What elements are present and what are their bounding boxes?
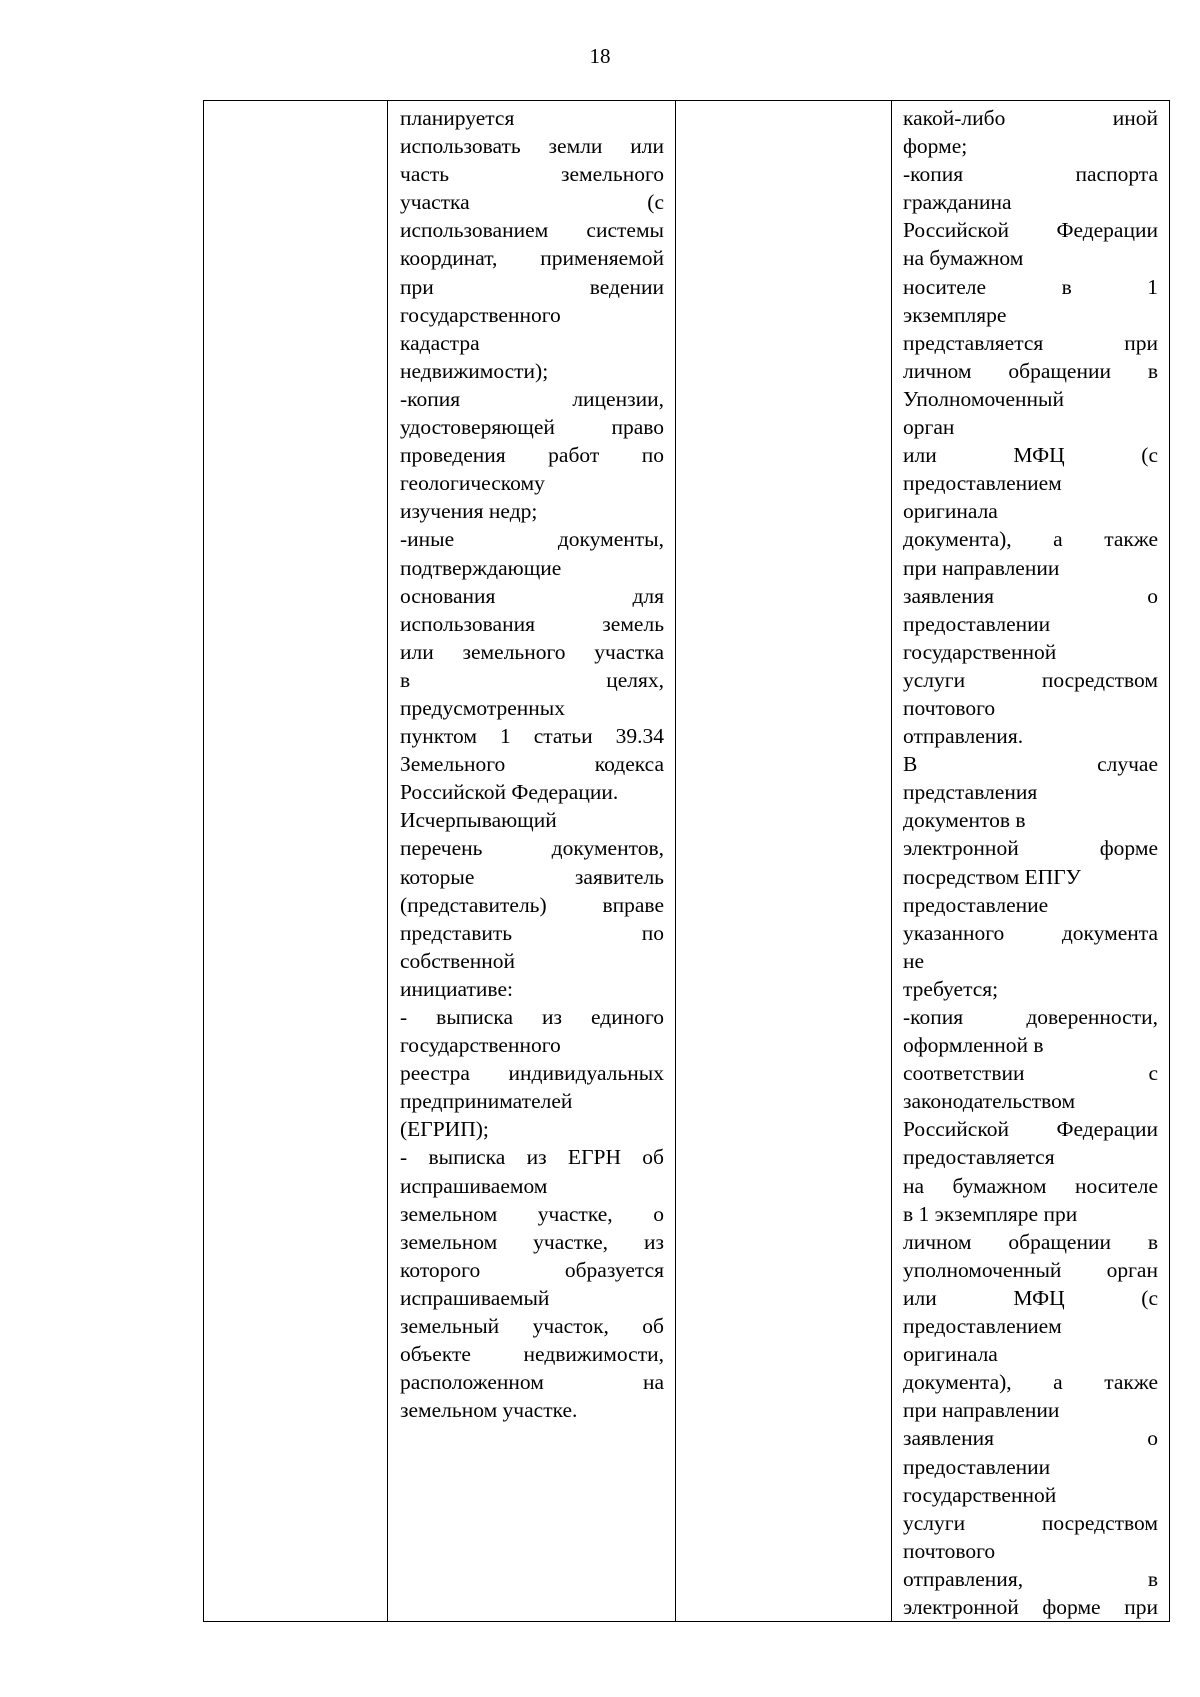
text-line: использования земель (400, 611, 664, 636)
text-line: предоставление (903, 892, 1049, 917)
text-line: земельном участке, о (400, 1201, 664, 1226)
text-line: проведения работ по (400, 443, 664, 468)
text-line: требуется; (903, 976, 999, 1001)
text-line: Уполномоченный (903, 386, 1064, 411)
text-line: предоставлением (903, 1314, 1062, 1339)
page-number: 18 (589, 44, 611, 68)
text-line: документов в (903, 808, 1026, 833)
text-line: государственного (400, 1033, 561, 1058)
text-line: при направлении (903, 1398, 1060, 1423)
text-line: земельном участке. (400, 1398, 578, 1423)
text-line: в целях, (400, 667, 664, 692)
text-line: предусмотренных (400, 695, 565, 720)
text-line: -иные документы, (400, 527, 664, 552)
text-line: государственной (903, 639, 1057, 664)
text-line: -копия лицензии, (400, 386, 664, 411)
text-line: при ведении (400, 274, 664, 299)
text-line: законодательством (903, 1089, 1076, 1114)
text-line: которого образуется (400, 1257, 664, 1282)
text-line: Российской Федерации. (400, 780, 619, 805)
text-line: какой-либо иной (903, 106, 1158, 130)
text-line: представить по (400, 920, 664, 945)
text-line: основания для (400, 583, 664, 608)
text-line: инициативе: (400, 976, 513, 1001)
text-line: экземпляре (903, 302, 1007, 327)
text-line: предоставлении (903, 611, 1051, 636)
table-cell-col-3 (676, 101, 892, 1622)
text-line: участка (с (400, 190, 664, 215)
text-line: электронной форме при (903, 1594, 1158, 1619)
text-line: соответствии с (903, 1061, 1158, 1086)
text-line: на бумажном носителе (903, 1173, 1158, 1198)
table-row (204, 101, 1170, 1622)
text-line: (представитель) вправе (400, 892, 664, 917)
text-line: отправления. (903, 724, 1024, 749)
cell-text-col-4 (892, 101, 1169, 1621)
text-line: Земельного кодекса (400, 752, 664, 777)
text-line: государственной (903, 1482, 1057, 1507)
text-line: расположенном на (400, 1370, 664, 1395)
text-line: форме; (903, 134, 968, 159)
text-line: документа), а также (903, 1370, 1158, 1395)
text-line: услуги посредством (903, 667, 1158, 692)
text-line: предоставлением (903, 471, 1062, 496)
text-line: собственной (400, 948, 516, 973)
text-line: гражданина (903, 190, 1012, 215)
table-cell-col-4 (892, 101, 1170, 1622)
text-line: удостоверяющей право (400, 415, 664, 440)
text-line: на бумажном (903, 246, 1024, 271)
text-line: недвижимости); (400, 358, 549, 383)
text-line: указанного документа (903, 920, 1158, 945)
text-line: носителе в 1 (903, 274, 1158, 299)
text-line: при направлении (903, 555, 1060, 580)
text-line: посредством ЕПГУ (903, 864, 1081, 889)
text-line: отправления, в (903, 1566, 1158, 1591)
text-line: предоставлении (903, 1454, 1051, 1479)
table-cell-col-1 (204, 101, 388, 1622)
text-line: представляется при (903, 330, 1158, 355)
text-line: реестра индивидуальных (400, 1061, 664, 1086)
text-line: заявления о (903, 1426, 1158, 1451)
text-line: орган (903, 415, 955, 440)
text-line: земельный участок, об (400, 1314, 664, 1339)
text-line: заявления о (903, 583, 1158, 608)
text-line: геологическому (400, 471, 545, 496)
text-line: предпринимателей (400, 1089, 573, 1114)
text-line: услуги посредством (903, 1510, 1158, 1535)
text-line: оригинала (903, 499, 998, 524)
text-line: представления (903, 780, 1038, 805)
text-line: не (903, 948, 925, 973)
text-line: кадастра (400, 330, 480, 355)
text-line: координат, применяемой (400, 246, 664, 271)
text-line: государственного (400, 302, 561, 327)
text-line: почтового (903, 1538, 996, 1563)
text-line: пунктом 1 статьи 39.34 (400, 724, 664, 749)
text-line: подтверждающие (400, 555, 562, 580)
text-line: Российской Федерации (903, 1117, 1158, 1142)
text-line: испрашиваемый (400, 1285, 550, 1310)
text-line: планируется (400, 106, 515, 130)
text-line: предоставляется (903, 1145, 1055, 1170)
text-line: личном обращении в (903, 358, 1158, 383)
text-line: уполномоченный орган (903, 1257, 1158, 1282)
text-line: земельном участке, из (400, 1229, 664, 1254)
text-line: Исчерпывающий (400, 808, 557, 833)
text-line: в 1 экземпляре при (903, 1201, 1078, 1226)
text-line: Российской Федерации (903, 218, 1158, 243)
text-line: электронной форме (903, 836, 1158, 861)
text-line: или МФЦ (с (903, 443, 1158, 468)
text-line: оформленной в (903, 1033, 1044, 1058)
text-line: использованием системы (400, 218, 664, 243)
text-line: которые заявитель (400, 864, 664, 889)
text-line: использовать земли или (400, 134, 664, 159)
document-table (203, 100, 1170, 1622)
text-line: оригинала (903, 1342, 998, 1367)
text-line: почтового (903, 695, 996, 720)
text-line: - выписка из ЕГРН об (400, 1145, 664, 1170)
text-line: документа), а также (903, 527, 1158, 552)
text-line: объекте недвижимости, (400, 1342, 664, 1367)
text-line: часть земельного (400, 162, 664, 187)
cell-text-col-2 (388, 101, 675, 1424)
text-line: (ЕГРИП); (400, 1117, 489, 1142)
text-line: перечень документов, (400, 836, 664, 861)
text-line: -копия паспорта (903, 162, 1158, 187)
text-line: личном обращении в (903, 1229, 1158, 1254)
text-line: изучения недр; (400, 499, 538, 524)
text-line: или земельного участка (400, 639, 664, 664)
text-line: В случае (903, 752, 1158, 777)
text-line: или МФЦ (с (903, 1285, 1158, 1310)
text-line: - выписка из единого (400, 1005, 664, 1029)
text-line: испрашиваемом (400, 1173, 548, 1198)
text-line: -копия доверенности, (903, 1005, 1158, 1029)
table-cell-col-2 (388, 101, 676, 1622)
